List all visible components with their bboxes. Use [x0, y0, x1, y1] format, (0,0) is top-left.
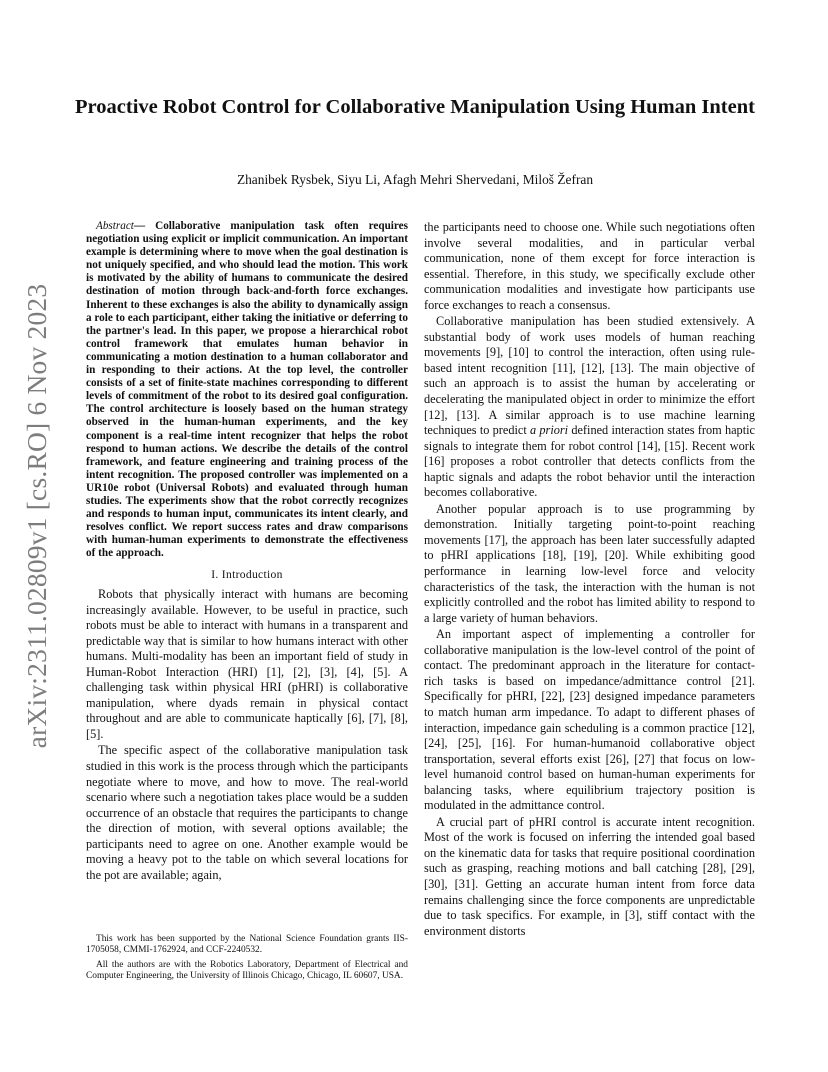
paragraph-text: defined interaction states from haptic signals to integrate them for robot control [14], [15]. Recent work [16] proposes a robot controller that detects conflicts from the haptic signals and adapts the robot behavior until the interaction becomes collaborative.	[424, 423, 755, 500]
body-paragraph: the participants need to choose one. While such negotiations often involve several modalities, and in particular verbal communication, none of them except for force interaction is essential. Therefore, in this study, we specifically exclude other communication modalities and investigate how participants use force exchanges to reach a consensus.	[424, 220, 755, 312]
body-paragraph: Another popular approach is to use programming by demonstration. Initially targeting point-to-point reaching movements [17], the approach has been later successfully adapted to pHRI applications [18], [19], [20]. While exhibiting good performance in learning low-level force and velocity characteristics of the task, the interaction with the human is not explicitly controlled and the robot has limited ability to respond to a large variety of human behaviors.	[424, 501, 755, 625]
left-column	[86, 220, 408, 883]
abstract-label: Abstract	[96, 220, 134, 232]
body-paragraph: An important aspect of implementing a controller for collaborative manipulation is the low-level control of the point of contact. The predominant approach in the literature for contact-rich tasks is based on impedance/admittance control [21]. Specifically for pHRI, [22], [23] designed impedance parameters to match human arm impedance. To adapt to different phases of interaction, impedance gain scheduling is a common practice [12], [24], [25], [16]. For human-humanoid collaborative object transportation, several efforts exist [26], [27] that focus on low-level humanoid control based on human-human experiments for balancing tasks, where equilibrium trajectory position is modulated in the admittance control.	[424, 627, 755, 813]
body-paragraph: A crucial part of pHRI control is accurate intent recognition. Most of the work is focused on inferring the intended goal based on the kinematic data for tasks that require positional coordination such as grasping, reaching motions and ball catching [28], [29], [30], [31]. Getting an accurate human intent from force data remains challenging since the force components are unpredictable due to task specifics. For example, in [3], stiff contact with the environment distorts	[424, 814, 755, 938]
emphasized-text: a priori	[530, 423, 569, 438]
footnote-funding: This work has been supported by the National Science Foundation grants IIS-1705058, CMMI-1762924, and CCF-2240532.	[86, 934, 408, 956]
right-column	[424, 220, 755, 939]
author-list: Zhanibek Rysbek, Siyu Li, Afagh Mehri Shervedani, Miloš Žefran	[236, 172, 594, 187]
body-paragraph: The specific aspect of the collaborative manipulation task studied in this work is the process through which the participants negotiate where to move, and how to move. The real-world scenario where such a negotiation takes place would be a sudden occurrence of an obstacle that requires the participants to change the direction of motion, with several options available; the participants need to agree on one. Another example would be moving a heavy pot to the table on which several locations for the pot are available; again,	[86, 743, 408, 882]
body-paragraph: Robots that physically interact with humans are becoming increasingly available. However, to be useful in practice, such robots must be able to interact with humans in a transparent and predictable way that is similar to how humans interact with other humans. Multi-modality has been an important field of study in Human-Robot Interaction (HRI) [1], [2], [3], [4], [5]. A challenging task within physical HRI (pHRI) is collaborative manipulation, where dyads remain in physical contact throughout and are able to communicate haptically [6], [7], [8], [5].	[86, 586, 408, 741]
arxiv-identifier-text: arXiv:2311.02809v1 [cs.RO] 6 Nov 2023	[21, 283, 52, 749]
footnotes	[86, 934, 408, 986]
body-paragraph	[424, 314, 755, 501]
paragraph-text: Collaborative manipulation has been studied extensively. A substantial body of work uses models of human reaching movements [9], [10] to control the interaction, often using rule-based intent recognition [11], [12], [13]. The main objective of such an approach is to assist the human by accelerating or decelerating the manipulated object in order to minimize the effort [12], [13]. A similar approach is to use machine learning techniques to predict	[424, 314, 755, 438]
section-heading-introduction: I. Introduction	[211, 568, 283, 582]
abstract	[86, 220, 408, 560]
arxiv-identifier-stamp	[14, 285, 60, 747]
paper-title: Proactive Robot Control for Collaborative Manipulation Using Human Intent	[75, 96, 755, 118]
footnote-affiliation: All the authors are with the Robotics Laboratory, Department of Electrical and Computer Engineering, the University of Illinois Chicago, Chicago, IL 60607, USA.	[86, 959, 408, 982]
abstract-text: — Collaborative manipulation task often requires negotiation using explicit or implicit communication. An important example is determining where to move when the goal destination is not uniquely specified, and who should lead the motion. This work is motivated by the ability of humans to communicate the desired destination of motion through back-and-forth force exchanges. Inherent to these exchanges is also the ability to dynamically assign a role to each participant, either taking the initiative or deferring to the partner's lead. In this paper, we propose a hierarchical robot control framework that emulates human behavior in communicating a motion destination to a human collaborator and in responding to their actions. At the top level, the controller consists of a set of finite-state machines corresponding to different levels of commitment of the robot to its desired goal configuration. The control architecture is loosely based on the human strategy observed in the human-human experiments, and the key component is a real-time intent recognizer that helps the robot respond to human actions. We describe the details of the control framework, and feature engineering and training process of the intent recognition. The proposed controller was implemented on a UR10e robot (Universal Robots) and evaluated through human studies. The experiments show that the robot correctly recognizes and responds to human input, communicates its intent clearly, and resolves conflict. We report success rates and draw comparisons with human-human experiments to demonstrate the effectiveness of the approach.	[86, 220, 408, 560]
